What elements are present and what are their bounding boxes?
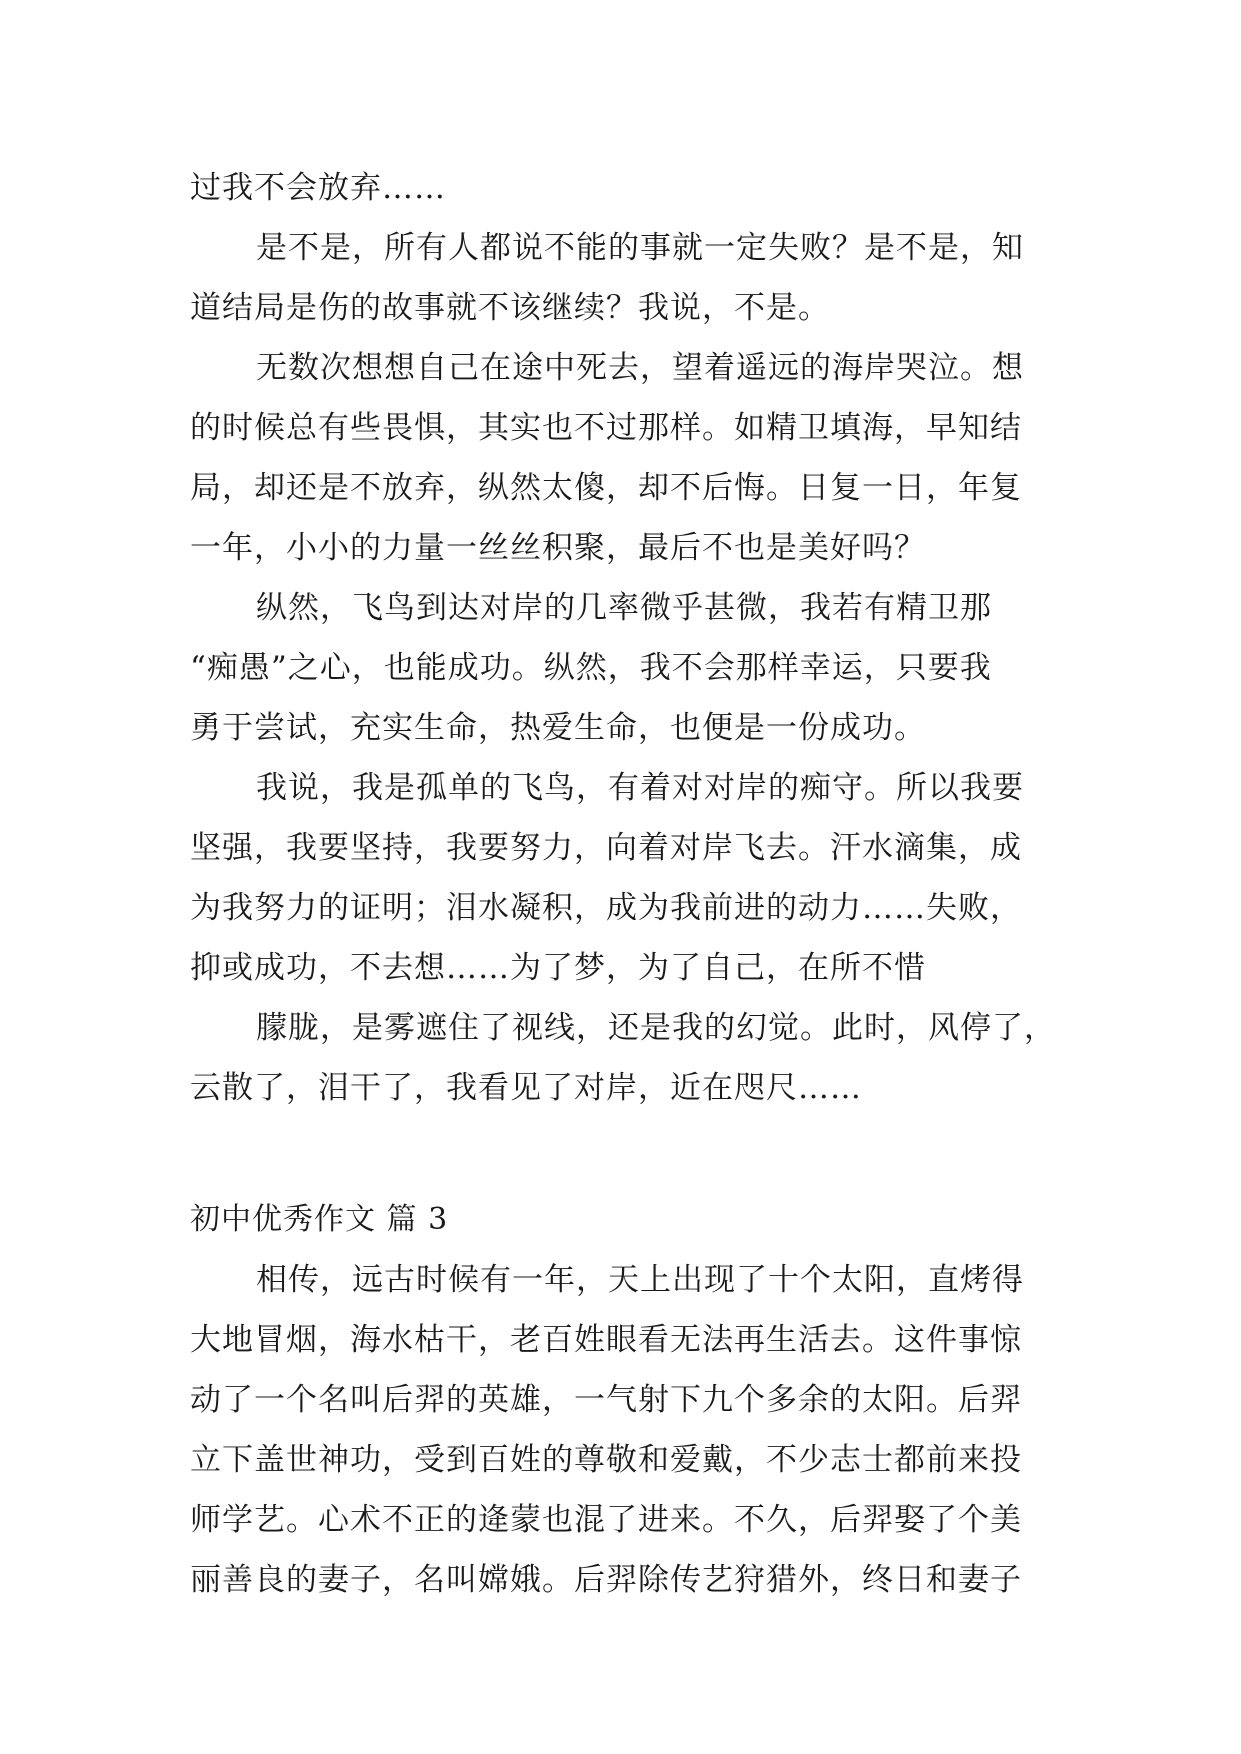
text-line: 抑或成功，不去想……为了梦，为了自己，在所不惜 [190,950,926,986]
document-body [190,158,1060,1610]
text-line: “痴愚”之心，也能成功。纵然，我不会那样幸运，只要我 [190,650,992,686]
paragraph-start-line: 我说，我是孤单的飞鸟，有着对对岸的痴守。所以我要 [256,770,1024,806]
paragraph-start-line: 纵然，飞鸟到达对岸的几率微乎甚微，我若有精卫那 [256,590,992,626]
paragraph-start-line: 相传，远古时候有一年，天上出现了十个太阳，直烤得 [256,1262,1024,1298]
text-line: 局，却还是不放弃，纵然太傻，却不后悔。日复一日，年复 [190,470,1022,506]
paragraph-start-line: 是不是，所有人都说不能的事就一定失败？是不是，知 [256,230,1024,266]
text-line: 大地冒烟，海水枯干，老百姓眼看无法再生活去。这件事惊 [190,1322,1022,1358]
text-line: 动了一个名叫后羿的英雄，一气射下九个多余的太阳。后羿 [190,1382,1022,1418]
section-heading: 初中优秀作文 篇 3 [190,1202,449,1237]
paragraph-start-line: 朦胧，是雾遮住了视线，还是我的幻觉。此时，风停了， [256,1010,1056,1046]
text-line: 道结局是伤的故事就不该继续？我说，不是。 [190,290,830,326]
paragraph-start-line: 无数次想想自己在途中死去，望着遥远的海岸哭泣。想 [256,350,1024,386]
text-line: 一年，小小的力量一丝丝积聚，最后不也是美好吗？ [190,530,926,566]
text-line: 坚强，我要坚持，我要努力，向着对岸飞去。汗水滴集，成 [190,830,1022,866]
text-line: 为我努力的证明；泪水凝积，成为我前进的动力……失败， [190,890,1022,926]
text-line: 的时候总有些畏惧，其实也不过那样。如精卫填海，早知结 [190,410,1022,446]
text-line: 立下盖世神功，受到百姓的尊敬和爱戴，不少志士都前来投 [190,1442,1022,1478]
text-line: 过我不会放弃…… [190,170,446,206]
text-line: 勇于尝试，充实生命，热爱生命，也便是一份成功。 [190,710,926,746]
text-line: 云散了，泪干了，我看见了对岸，近在咫尺…… [190,1070,862,1106]
section-spacer [190,1118,1060,1190]
text-line: 师学艺。心术不正的逄蒙也混了进来。不久，后羿娶了个美 [190,1502,1022,1538]
text-line: 丽善良的妻子，名叫嫦娥。后羿除传艺狩猎外，终日和妻子 [190,1562,1022,1598]
